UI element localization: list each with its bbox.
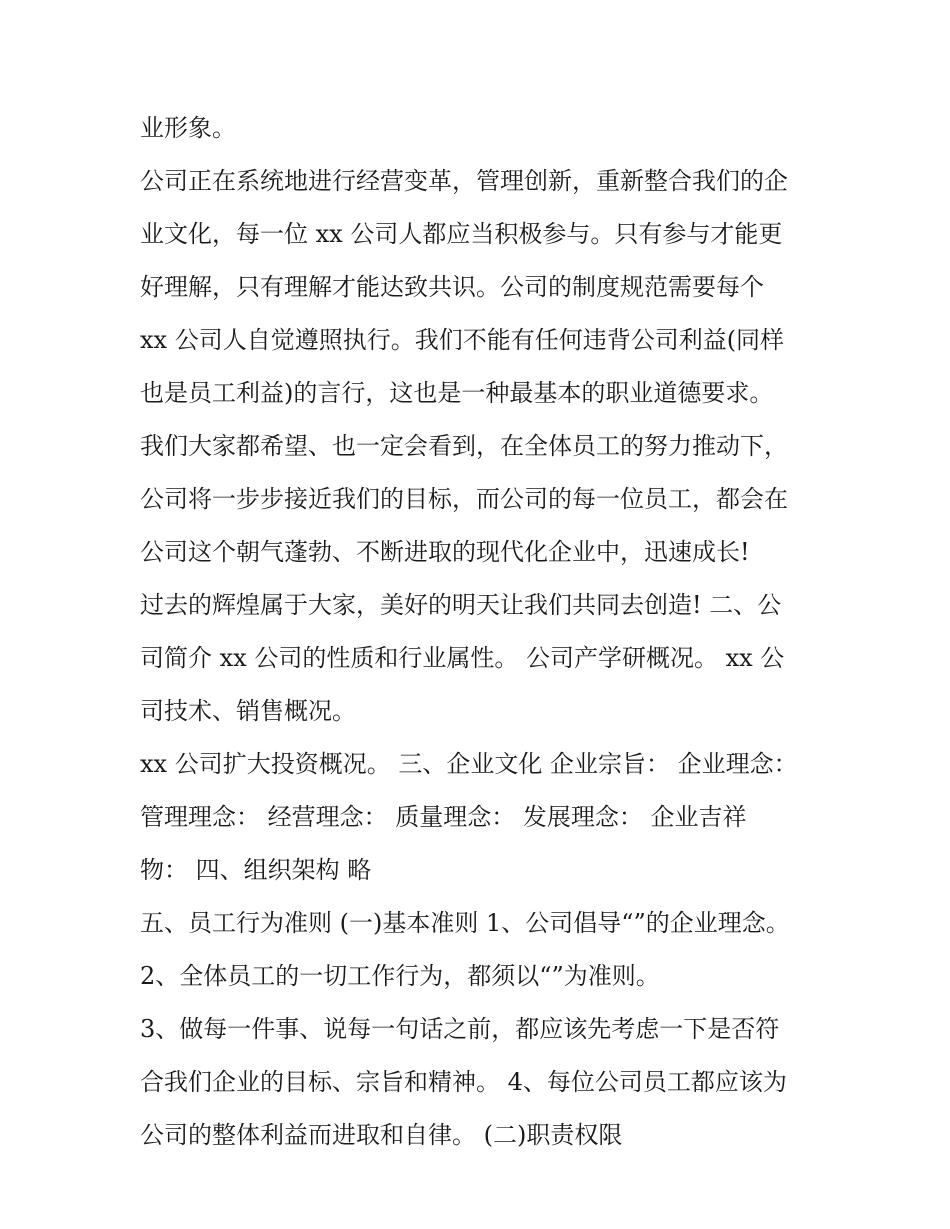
text-line: 公司这个朝气蓬勃、不断进取的现代化企业中，迅速成长! <box>140 538 750 566</box>
text-line: 3、做每一件事、说每一句话之前，都应该先考虑一下是否符 <box>140 1015 780 1043</box>
text-line: 五、员工行为准则 (一)基本准则 1、公司倡导“”的企业理念。 <box>140 909 790 937</box>
text-line: 司技术、销售概况。 <box>140 697 356 725</box>
text-line: 业文化，每一位 xx 公司人都应当积极参与。只有参与才能更 <box>140 220 783 248</box>
text-line: 物： 四、组织架构 略 <box>140 856 372 884</box>
text-line: 也是员工利益)的言行，这也是一种最基本的职业道德要求。 <box>140 379 774 407</box>
text-line: 2、全体员工的一切工作行为，都须以“”为准则。 <box>140 962 660 990</box>
text-line: 公司正在系统地进行经营变革，管理创新，重新整合我们的企 <box>140 167 788 195</box>
text-line: xx 公司扩大投资概况。 三、企业文化 企业宗旨： 企业理念： <box>140 750 798 778</box>
text-line: 业形象。 <box>140 114 236 142</box>
text-line: 管理理念： 经营理念： 质量理念： 发展理念： 企业吉祥 <box>140 803 747 831</box>
text-line: 合我们企业的目标、宗旨和精神。 4、每位公司员工都应该为 <box>140 1068 787 1096</box>
text-line: 我们大家都希望、也一定会看到，在全体员工的努力推动下， <box>140 432 788 460</box>
text-line: 过去的辉煌属于大家，美好的明天让我们共同去创造! 二、公 <box>140 591 782 619</box>
text-line: 好理解，只有理解才能达致共识。公司的制度规范需要每个 <box>140 273 764 301</box>
text-line: 司简介 xx 公司的性质和行业属性。 公司产学研概况。 xx 公 <box>140 644 785 672</box>
text-line: xx 公司人自觉遵照执行。我们不能有任何违背公司利益(同样 <box>140 326 785 354</box>
text-line: 公司将一步步接近我们的目标，而公司的每一位员工，都会在 <box>140 485 788 513</box>
text-line: 公司的整体利益而进取和自律。 (二)职责权限 <box>140 1121 623 1149</box>
